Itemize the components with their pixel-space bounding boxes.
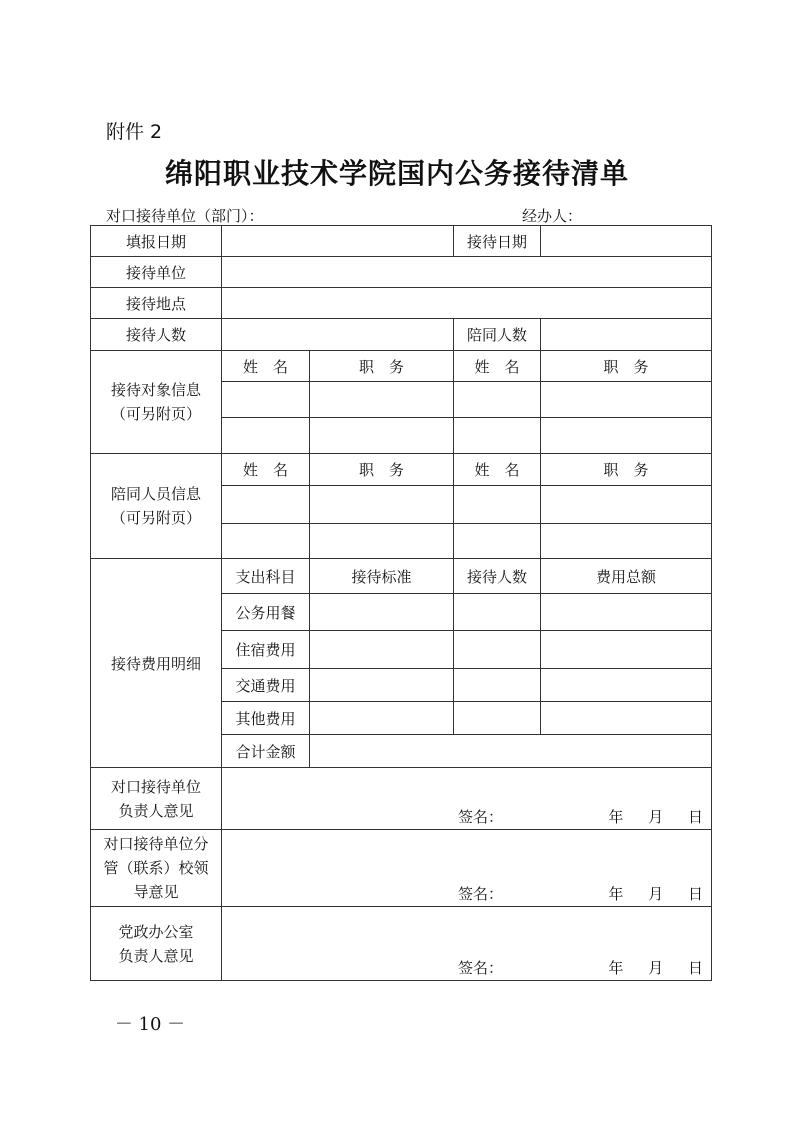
year-label: 年 <box>608 808 624 826</box>
accompany-count-label: 陪同人数 <box>454 319 541 351</box>
reception-count-row <box>91 319 712 351</box>
month-label: 月 <box>648 885 664 903</box>
month-label: 月 <box>648 808 664 826</box>
accompany-title-header: 职 务 <box>310 454 454 486</box>
approval-label: 对口接待单位分 管（联系）校领 导意见 <box>91 830 222 907</box>
expense-header-row <box>91 559 712 594</box>
reception-date-field[interactable] <box>541 226 712 257</box>
accompany-info-label: 陪同人员信息 （可另附页） <box>91 454 222 559</box>
expense-cell[interactable] <box>310 631 454 669</box>
expense-item-transport: 交通费用 <box>222 669 310 702</box>
reception-count-field[interactable] <box>222 319 454 351</box>
expense-cell[interactable] <box>310 594 454 631</box>
accompany-header-row <box>91 454 712 486</box>
guest-cell[interactable] <box>222 382 310 418</box>
approval-row <box>91 830 712 907</box>
expense-item-other: 其他费用 <box>222 702 310 735</box>
year-label: 年 <box>608 959 624 977</box>
fill-date-row <box>91 226 712 257</box>
expense-cell[interactable] <box>541 702 712 735</box>
accompany-name-header: 姓 名 <box>222 454 310 486</box>
accompany-name-header-2: 姓 名 <box>454 454 541 486</box>
reception-date-label: 接待日期 <box>454 226 541 257</box>
expense-total-label: 合计金额 <box>222 735 310 768</box>
accompany-cell[interactable] <box>310 486 454 524</box>
accompany-count-field[interactable] <box>541 319 712 351</box>
guest-cell[interactable] <box>541 382 712 418</box>
expense-cell[interactable] <box>310 669 454 702</box>
approval-field[interactable] <box>222 907 712 981</box>
guest-cell[interactable] <box>310 382 454 418</box>
signature-label: 签名： <box>458 959 504 977</box>
guest-title-header-2: 职 务 <box>541 351 712 382</box>
guest-cell[interactable] <box>310 418 454 454</box>
expense-cell[interactable] <box>541 669 712 702</box>
reception-unit-label: 接待单位 <box>91 257 222 288</box>
expense-total-field[interactable] <box>310 735 712 768</box>
attachment-label: 附件 2 <box>106 121 163 143</box>
expense-cell[interactable] <box>310 702 454 735</box>
date-line <box>588 806 703 827</box>
reception-unit-row <box>91 257 712 288</box>
accompany-cell[interactable] <box>222 486 310 524</box>
guest-name-header-2: 姓 名 <box>454 351 541 382</box>
accompany-cell[interactable] <box>310 524 454 559</box>
fill-date-label: 填报日期 <box>91 226 222 257</box>
reception-count-label: 接待人数 <box>91 319 222 351</box>
guest-header-row <box>91 351 712 382</box>
accompany-cell[interactable] <box>454 524 541 559</box>
guest-info-label: 接待对象信息 （可另附页） <box>91 351 222 454</box>
approval-field[interactable] <box>222 768 712 830</box>
accompany-cell[interactable] <box>454 486 541 524</box>
expense-item-lodging: 住宿费用 <box>222 631 310 669</box>
month-label: 月 <box>648 959 664 977</box>
accompany-cell[interactable] <box>541 486 712 524</box>
approval-label: 党政办公室 负责人意见 <box>91 907 222 981</box>
expense-label: 接待费用明细 <box>91 559 222 768</box>
guest-cell[interactable] <box>454 418 541 454</box>
guest-cell[interactable] <box>454 382 541 418</box>
year-label: 年 <box>608 885 624 903</box>
reception-unit-field[interactable] <box>222 257 712 288</box>
expense-cell[interactable] <box>541 594 712 631</box>
expense-item-meal: 公务用餐 <box>222 594 310 631</box>
expense-header-total: 费用总额 <box>541 559 712 594</box>
expense-header-count: 接待人数 <box>454 559 541 594</box>
approval-row <box>91 768 712 830</box>
accompany-cell[interactable] <box>541 524 712 559</box>
approval-field[interactable] <box>222 830 712 907</box>
expense-cell[interactable] <box>541 631 712 669</box>
reception-form-table <box>90 225 712 981</box>
date-line <box>588 957 703 978</box>
signature-label: 签名： <box>458 885 504 903</box>
day-label: 日 <box>687 959 703 977</box>
approval-row <box>91 907 712 981</box>
guest-name-header: 姓 名 <box>222 351 310 382</box>
expense-header-subject: 支出科目 <box>222 559 310 594</box>
fill-date-field[interactable] <box>222 226 454 257</box>
page-title: 绵阳职业技术学院国内公务接待清单 <box>164 157 629 190</box>
approval-label: 对口接待单位 负责人意见 <box>91 768 222 830</box>
reception-place-row <box>91 288 712 319</box>
guest-cell[interactable] <box>541 418 712 454</box>
page-number: － 10 － <box>114 1014 186 1035</box>
accompany-title-header-2: 职 务 <box>541 454 712 486</box>
reception-place-field[interactable] <box>222 288 712 319</box>
signature-label: 签名： <box>458 808 504 826</box>
expense-cell[interactable] <box>454 669 541 702</box>
day-label: 日 <box>687 885 703 903</box>
date-line <box>588 883 703 904</box>
expense-cell[interactable] <box>454 702 541 735</box>
accompany-cell[interactable] <box>222 524 310 559</box>
day-label: 日 <box>687 808 703 826</box>
guest-title-header: 职 务 <box>310 351 454 382</box>
expense-header-standard: 接待标准 <box>310 559 454 594</box>
expense-cell[interactable] <box>454 631 541 669</box>
guest-cell[interactable] <box>222 418 310 454</box>
dept-label: 对口接待单位（部门）： <box>106 207 264 225</box>
expense-cell[interactable] <box>454 594 541 631</box>
reception-place-label: 接待地点 <box>91 288 222 319</box>
handler-label: 经办人： <box>522 207 583 225</box>
